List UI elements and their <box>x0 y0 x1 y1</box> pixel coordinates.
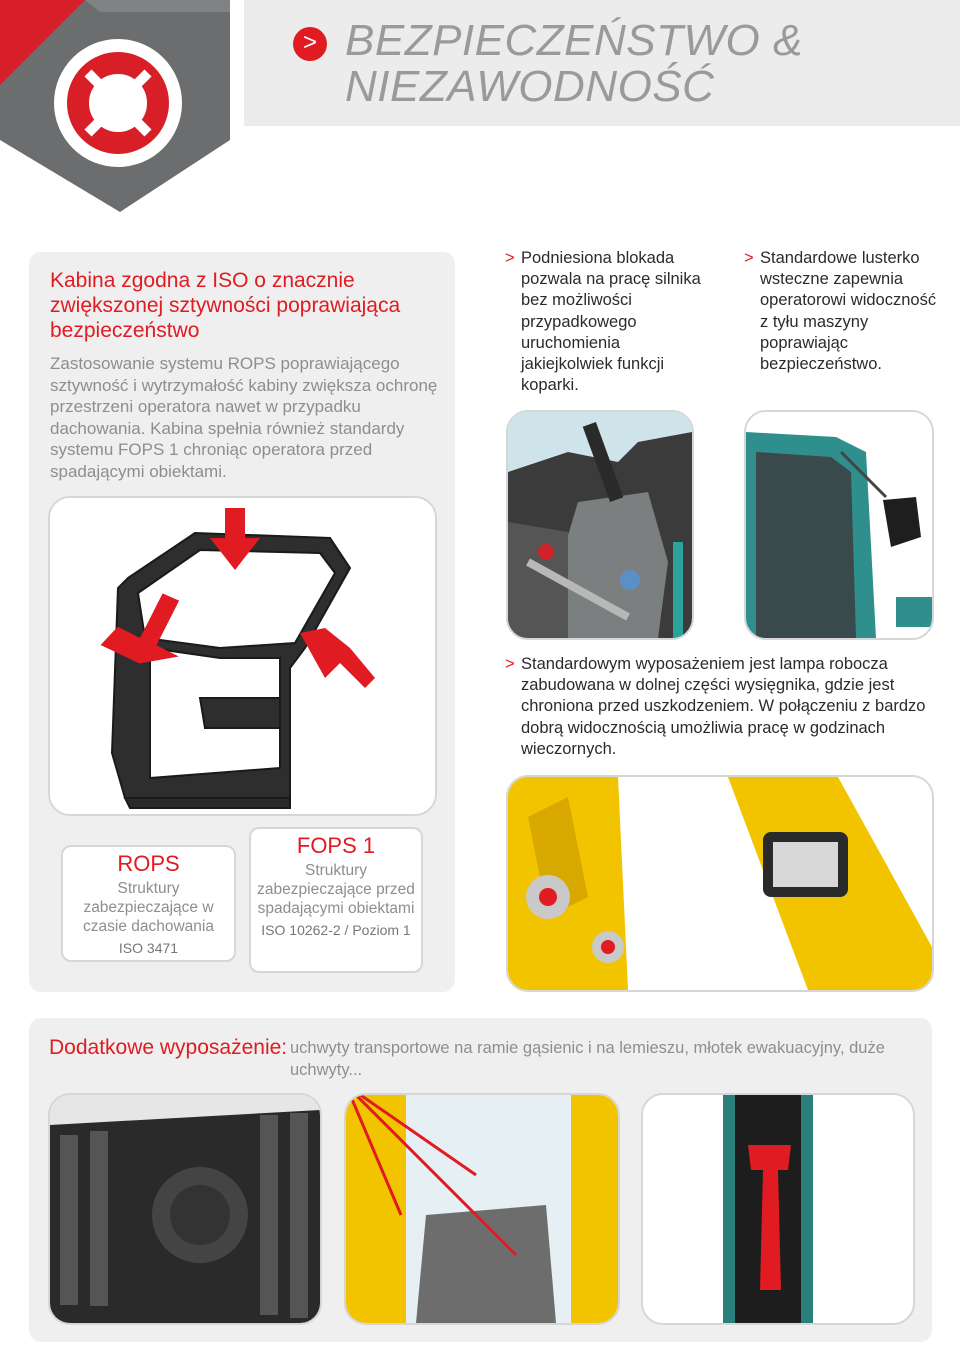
rops-subtitle: Struktury zabezpieczające w czasie dachowania <box>83 880 214 935</box>
mirror-photo <box>744 410 934 640</box>
brand-hexagon-logo <box>0 0 240 215</box>
track-frame-photo <box>48 1093 322 1325</box>
page-title <box>345 18 945 110</box>
rops-title: ROPS <box>117 851 180 876</box>
lock-caption <box>505 248 711 396</box>
extras-label: Dodatkowe wyposażenie: <box>49 1036 288 1059</box>
fops-standard: ISO 10262-2 / Poziom 1 <box>261 922 411 938</box>
cab-description: Zastosowanie systemu ROPS poprawiającego sztywność i wytrzymałość kabiny zwiększa ochronę przestrzeni operatora nawet w przypadku dachowania. Kabina spełnia również standardy systemu FOPS 1 chroniąc operatora przed spadającymi obiektami. <box>50 354 438 481</box>
cab-heading: Kabina zgodna z ISO o znacznie zwiększonej sztywności poprawiająca bezpieczeństwo <box>50 269 401 342</box>
fops-title: FOPS 1 <box>296 833 376 858</box>
lock-caption-text: Podniesiona blokada pozwala na pracę silnika bez możliwości przypadkowego uruchomienia jakiejkolwiek funkcji koparki. <box>521 249 701 395</box>
page-title-line-1: BEZPIECZEŃSTWO & <box>345 16 803 65</box>
page-title-line-2: NIEZAWODNOŚĆ <box>345 62 715 111</box>
title-arrow-badge: > <box>293 27 327 61</box>
mirror-caption-text: Standardowe lusterko wsteczne zapewnia operatorowi widoczność z tyłu maszyny poprawiając bezpieczeństwo. <box>760 249 937 374</box>
caption-marker: > <box>505 249 515 267</box>
cab-frame-illustration <box>48 496 437 816</box>
lamp-caption-text: Standardowym wyposażeniem jest lampa robocza zabudowana w dolnej części wysięgnika, gdzie jest chroniona przed uszkodzeniem. W połączeniu z bardzo dobrą widocznością umożliwia pracę w godzinach wieczornych. <box>521 655 926 758</box>
fops-badge <box>249 827 423 973</box>
caption-marker: > <box>744 249 754 267</box>
escape-hammer-photo <box>641 1093 915 1325</box>
rops-badge <box>61 845 236 962</box>
safety-lever-photo <box>506 410 694 640</box>
fops-subtitle: Struktury zabezpieczające przed spadającymi obiektami <box>257 862 415 917</box>
caption-marker: > <box>505 655 515 673</box>
lamp-caption <box>505 654 931 760</box>
mirror-caption <box>744 248 945 375</box>
extras-text: uchwyty transportowe na ramie gąsienic i na lemieszu, młotek ewakuacyjny, duże uchwyty... <box>290 1039 885 1079</box>
rops-standard: ISO 3471 <box>118 940 179 956</box>
cab-handles-photo <box>344 1093 620 1325</box>
work-lamp-photo <box>506 775 934 992</box>
